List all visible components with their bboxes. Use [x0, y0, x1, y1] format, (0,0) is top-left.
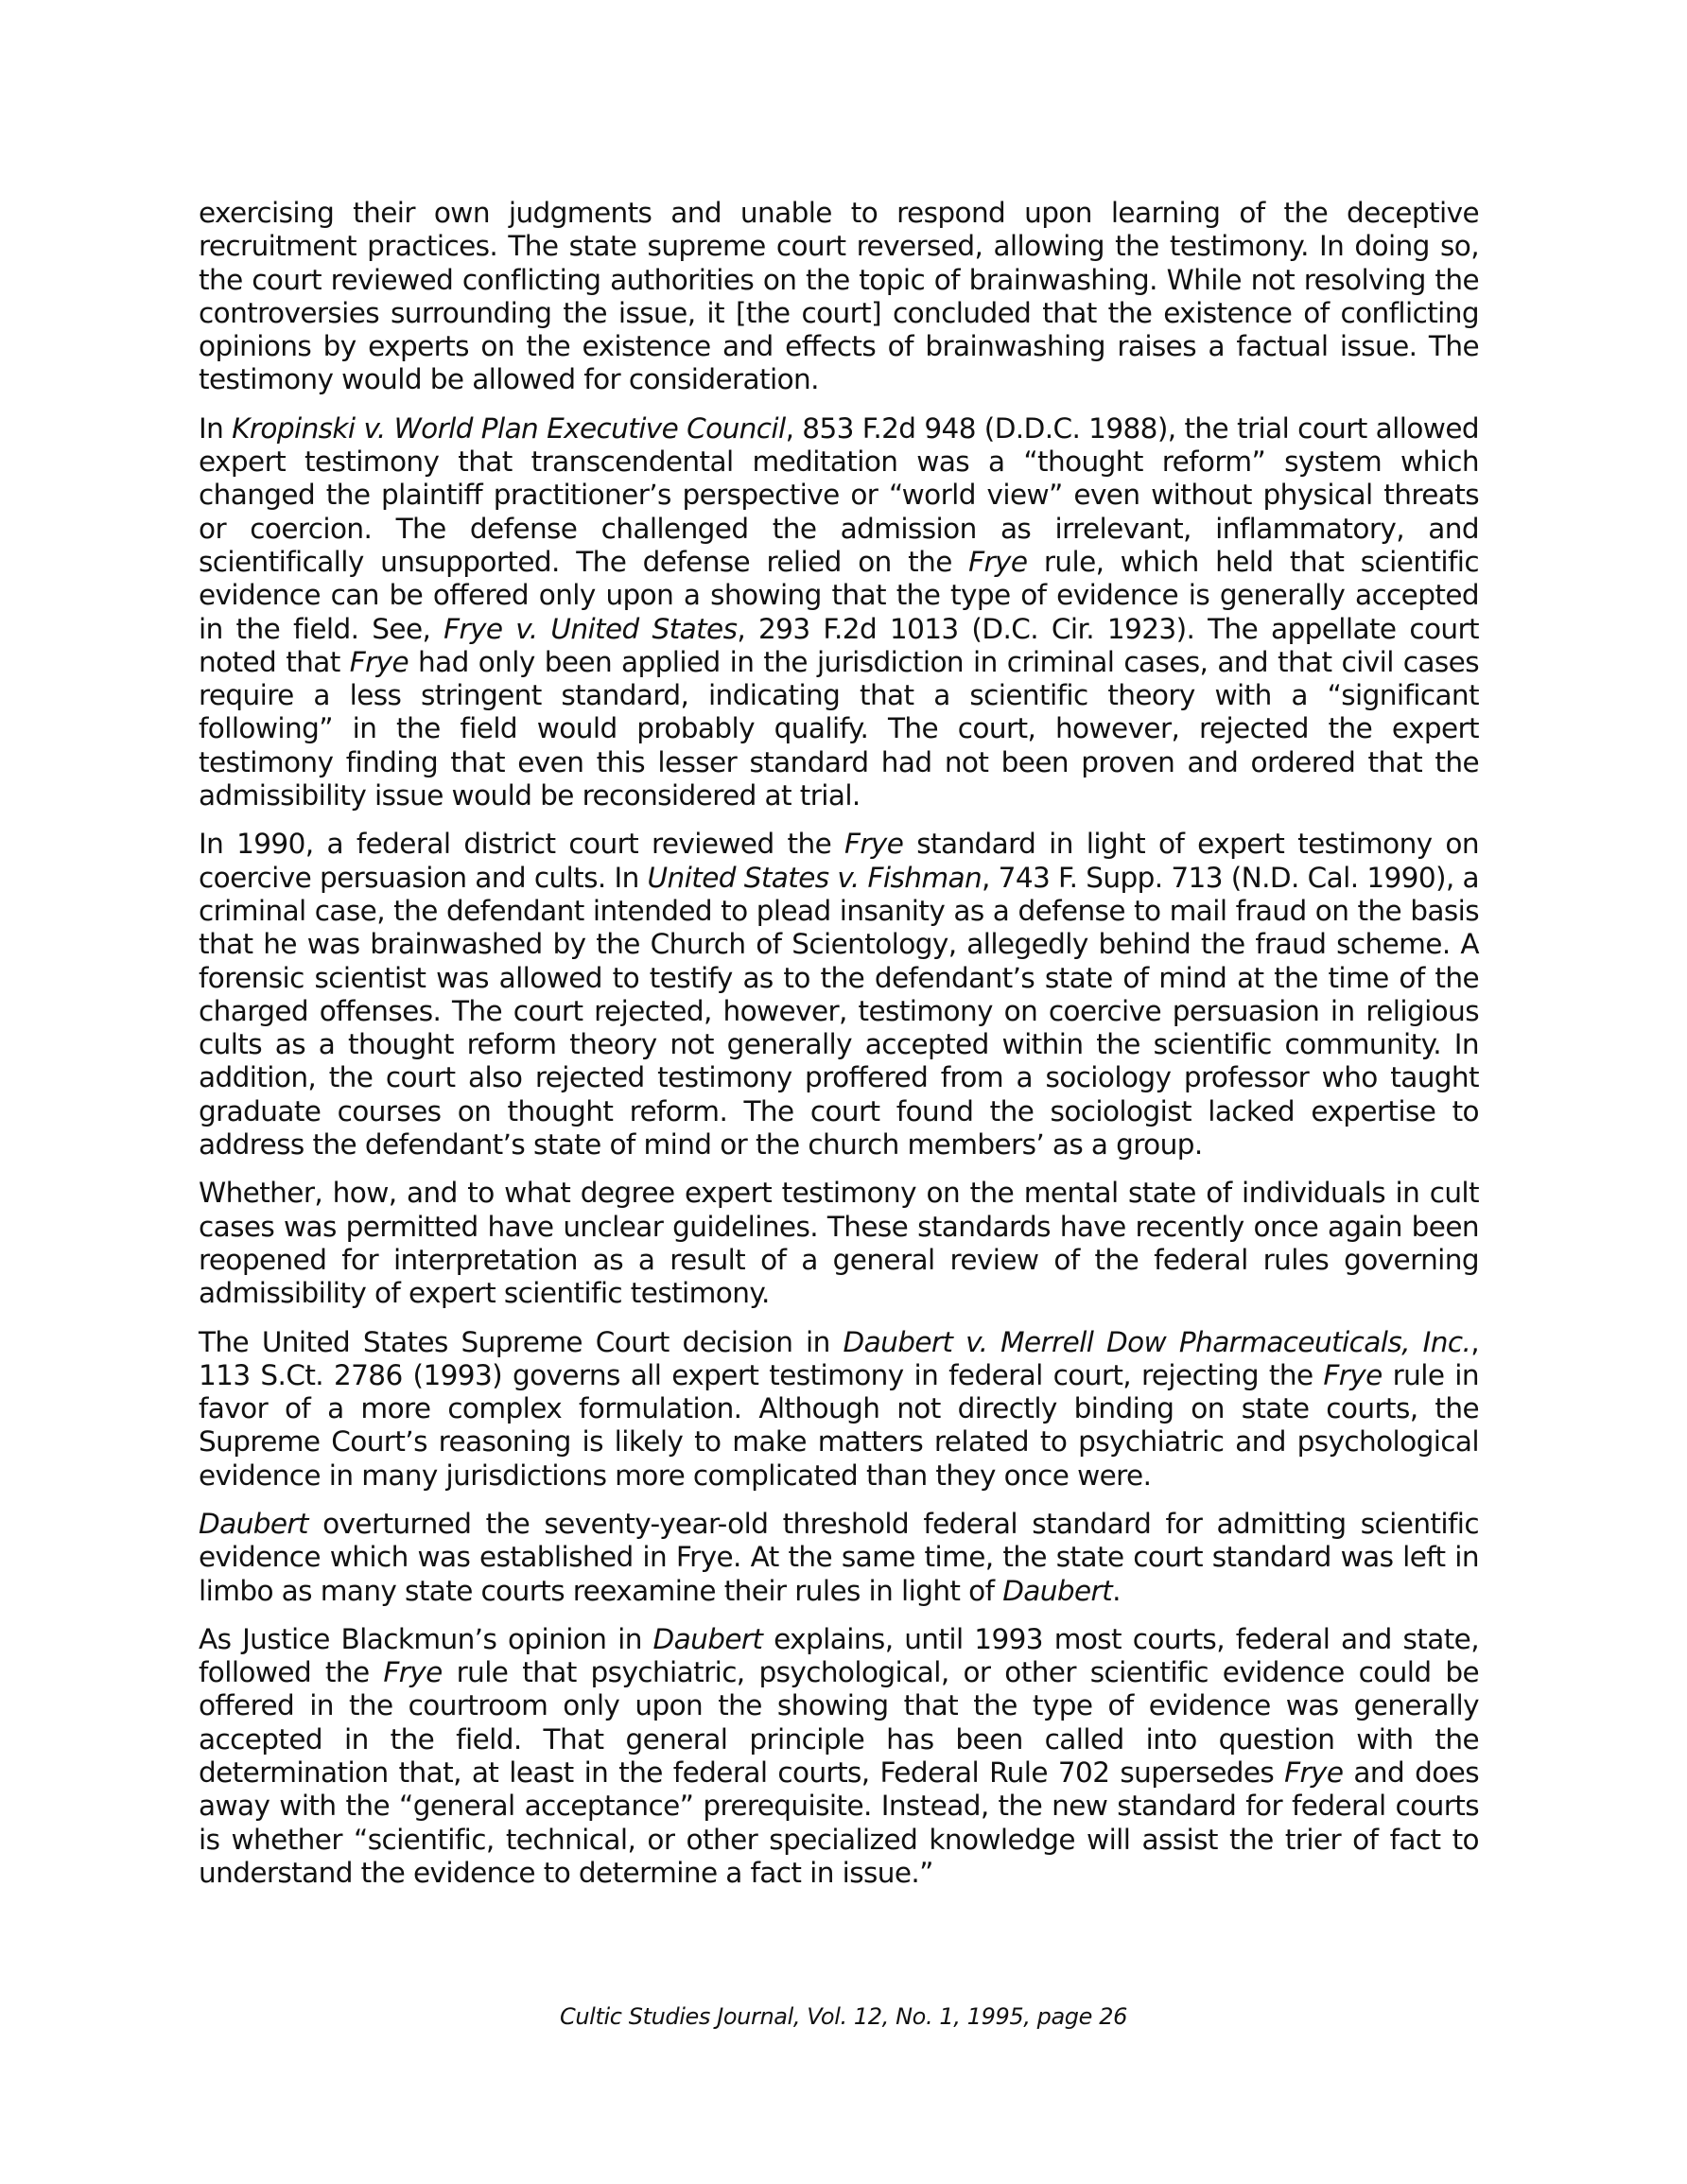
italic-citation: Daubert v. Merrell Dow Pharmaceuticals, Inc.: [843, 1325, 1471, 1358]
paragraph-text: rule in favor of a more complex formulation. Although not directly binding on state courts, the Supreme Court’s reasoning is likely to make matters related to psychiatric and psychological evidence in many jurisdictions more complicated than they once were.: [199, 1358, 1479, 1492]
italic-citation: Frye: [383, 1656, 443, 1689]
italic-citation: Kropinski v. World Plan Executive Council: [232, 411, 786, 445]
paragraph-text: .: [1112, 1574, 1121, 1607]
body-paragraph: [199, 197, 1479, 397]
body-paragraph: [199, 1508, 1479, 1608]
paragraph-text: The United States Supreme Court decision in: [199, 1325, 844, 1358]
italic-citation: Frye: [844, 828, 904, 861]
paragraph-text: explains, until 1993 most courts, federal and state, followed the: [199, 1622, 1479, 1689]
italic-citation: Daubert: [652, 1622, 763, 1655]
paragraph-text: and does away with the “general acceptance” prerequisite. Instead, the new standard for federal courts is whether “scientific, technical, or other specialized knowledge will assist the trier of fact to understand the evidence to determine a fact in issue.”: [199, 1756, 1479, 1889]
paragraph-text: As Justice Blackmun’s opinion in: [199, 1622, 653, 1655]
italic-citation: Daubert: [199, 1507, 308, 1540]
italic-citation: Frye: [349, 645, 409, 678]
page-footer: Cultic Studies Journal, Vol. 12, No. 1, 1995, page 26: [560, 2003, 1127, 2030]
italic-citation: Frye: [1323, 1358, 1383, 1391]
body-paragraph: [199, 828, 1479, 1162]
italic-citation: Frye v. United States: [443, 612, 738, 645]
paragraph-text: In 1990, a federal district court reviewed the: [199, 828, 845, 861]
paragraph-text: exercising their own judgments and unable to respond upon learning of the deceptive recruitment practices. The state supreme court reversed, allowing the testimony. In doing so, the court reviewed conflicting authorities on the topic of brainwashing. While not resolving the controversies surrounding the issue, it [the court] concluded that the existence of conflicting opinions by experts on the existence and effects of brainwashing raises a factual issue. The testimony would be allowed for consideration.: [199, 197, 1479, 396]
italic-citation: Frye: [1284, 1756, 1344, 1790]
document-body: [199, 197, 1479, 1905]
italic-citation: Daubert: [1002, 1574, 1113, 1607]
paragraph-text: had only been applied in the jurisdiction in criminal cases, and that civil cases require a less stringent standard, indicating that a scientific theory with a “significant following” in the field would probably qualify. The court, however, rejected the expert testimony finding that even this lesser standard had not been proven and ordered that the admissibility issue would be reconsidered at trial.: [199, 645, 1479, 812]
paragraph-text: Whether, how, and to what degree expert testimony on the mental state of individuals in cult cases was permitted have unclear guidelines. These standards have recently once again been reopened for interpretation as a result of a general review of the federal rules governing admissibility of expert scientific testimony.: [199, 1177, 1479, 1310]
italic-citation: Frye: [968, 545, 1028, 578]
paragraph-text: In: [199, 411, 233, 445]
paragraph-text: , 113 S.Ct. 2786 (1993) governs all expert testimony in federal court, rejecting the: [199, 1325, 1480, 1391]
body-paragraph: [199, 1177, 1479, 1310]
paragraph-text: overturned the seventy-year-old threshold federal standard for admitting scientific evidence which was established in Frye. At the same time, the state court standard was left in limbo as many state courts reexamine their rules in light of: [199, 1507, 1479, 1607]
paragraph-text: rule, which held that scientific evidence can be offered only upon a showing that the type of evidence is generally accepted in the field. See,: [199, 545, 1479, 645]
paragraph-text: , 853 F.2d 948 (D.D.C. 1988), the trial court allowed expert testimony that transcendental meditation was a “thought reform” system which changed the plaintiff practitioner’s perspective or “world view” even without physical threats or coercion. The defense challenged the admission as irrelevant, inflammatory, and scientifically unsupported. The defense relied on the: [199, 411, 1479, 578]
italic-citation: United States v. Fishman: [647, 861, 983, 894]
body-paragraph: [199, 412, 1479, 813]
body-paragraph: [199, 1326, 1479, 1493]
paragraph-text: rule that psychiatric, psychological, or other scientific evidence could be offered in the courtroom only upon the showing that the type of evidence was generally accepted in the field. That general principle has been called into question with the determination that, at least in the federal courts, Federal Rule 702 supersedes: [199, 1656, 1479, 1790]
paragraph-text: standard in light of expert testimony on coercive persuasion and cults. In: [199, 828, 1479, 894]
body-paragraph: [199, 1623, 1479, 1890]
paragraph-text: , 293 F.2d 1013 (D.C. Cir. 1923). The appellate court noted that: [199, 612, 1479, 678]
paragraph-text: , 743 F. Supp. 713 (N.D. Cal. 1990), a criminal case, the defendant intended to plead insanity as a defense to mail fraud on the basis that he was brainwashed by the Church of Scientology, allegedly behind the fraud scheme. A forensic scientist was allowed to testify as to the defendant’s state of mind at the time of the charged offenses. The court rejected, however, testimony on coercive persuasion in religious cults as a thought reform theory not generally accepted within the scientific community. In addition, the court also rejected testimony proffered from a sociology professor who taught graduate courses on thought reform. The court found the sociologist lacked expertise to address the defendant’s state of mind or the church members’ as a group.: [199, 861, 1480, 1162]
